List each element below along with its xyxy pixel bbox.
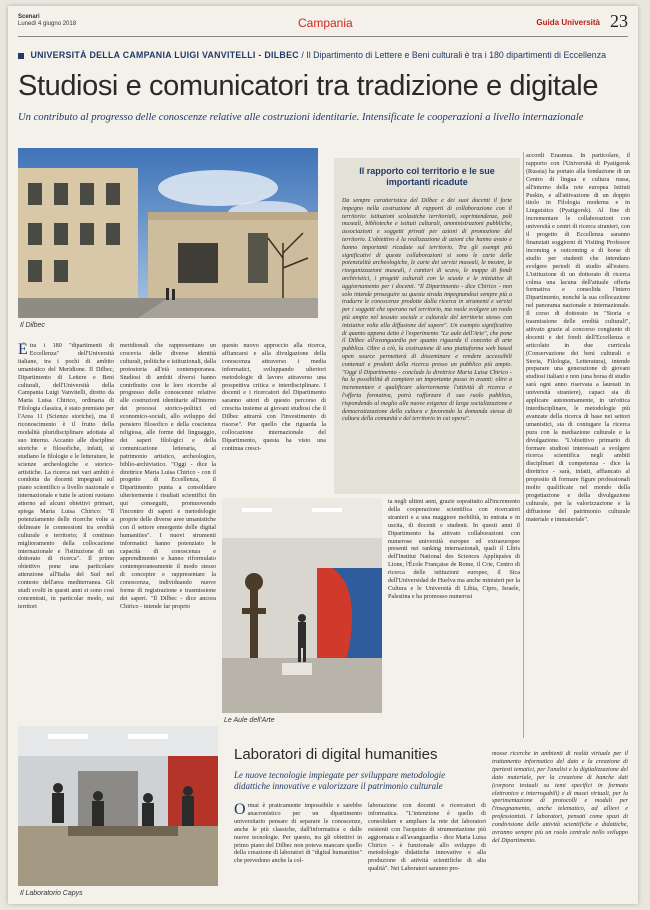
section-name: Campania (298, 16, 353, 30)
page-number: 23 (610, 11, 628, 31)
caption-photo2: Le Aule dell'Arte (224, 717, 275, 724)
kicker-rest: / Il Dipartimento di Lettere e Beni culturali è tra i 180 dipartimenti di Eccellenza (301, 50, 606, 60)
column-2: meridionali che rappresentano un crocevia delle diverse identità culturali, politiche e istituzionali, dalla protostoria all'età contemporanea. Studiosi di ambiti diversi hanno contribuito con le loro ricerche al progresso delle conoscenze relative alle costruzioni identitarie all'interno dei processi storico-politici ed economico-sociali, allo sviluppo del pensiero filosofico e della coscienza religiosa, alle forme del linguaggio, dei saperi filologici e della comunicazione letteraria, al patrimonio artistico, archeologico, biblio-archivistico. "Oggi - dice la direttrice Maria Luisa Chirico - con il progetto di Eccellenza, il Dipartimento punta a consolidare ulteriormente i risultati scientifici fin qui conseguiti, promuovendo l'incontro di saperi e metodologie proprie delle diverse aree umanistiche con il settore emergente delle digital humanities". I nuovi strumenti informatici hanno potenziato le capacità di conoscenza e apprendimento e hanno riformulato contemporaneamente il modo stesso di concepire e rappresentare la conoscenza, individuando nuove forme di registrazione e trasmissione dei saperi. "Il Dilbec - dice ancora Chirico - intende far proprio (120, 342, 216, 610)
box2-column-2: laborazione con docenti e ricercatori di informatica. "L'intenzione è quello di consolidare e ampliare la rete dei laboratori esistenti con l'acquisto di strumentazione più aggiornata e all'avanguardia - dice Maria Luisa Chirico - è funzionale allo sviluppo di metodologie didattiche innovative e alla produzione di attività scientifiche di alta qualità". Nei Laboratori saranno pro- (368, 802, 486, 873)
photo-aule-arte (222, 498, 382, 713)
box2-column-3: mosse ricerche in ambienti di realtà virtuale per il trattamento informatico del dato e la creazione di ipertesti tematici, per l'analisi e la digitalizzazione del dato materiale, per la creazione di banche dati (corpora testuali su temi specifici in formato elettronico e interrogabili) e di musei virtuali, per la sperimentazione di protocolli e moduli per l'insegnamento, anche telematico, ad allievi e professionisti. I laboratori, pensati come spazi di condivisione delle attività scientifiche e didattiche, avranno sempre più un ruolo centrale nello sviluppo del Dipartimento. (492, 750, 628, 844)
supplement-name: Guida Università (536, 18, 600, 27)
article-digital-humanities (234, 746, 628, 898)
publication-name: Scenari (18, 14, 40, 20)
caption-photo3: Il Laboratorio Capys (20, 890, 83, 897)
photo-laboratorio (18, 726, 218, 886)
box2-column-1-text: rmai è praticamente impossibile e sarebbe anacronistico per un dipartimento universitario pensare di separare le conoscenze, anche le più classiche, dall'informatica e dalle nuove tecnologie. Per questo, tra gli obiettivi in primo piano del Dilbec non poteva mancare quello della creazione di laboratori di "digital humanities" che prevedono anche la col- (234, 802, 362, 865)
box2-column-1 (234, 802, 362, 898)
column-3: questo nuovo approccio alla ricerca, affiancarsi e alla divulgazione della conoscenza attraverso i media informatici, sviluppando ulteriori metodologie di lavoro attraverso una prospettiva critica e interdisciplinare. I docenti e i ricercatori del Dipartimento saranno attori di questo percorso di crescita insieme ai giovani studiosi che il Dilbec attrarrà con l'investimento di risorse". Per quello che riguarda la collocazione internazionale del Dipartimento, questa ha visto una continua cresci- (222, 342, 326, 452)
box2-title: Laboratori di digital humanities (234, 746, 438, 763)
sidebar-body: Da sempre caratteristica del Dilbec e dei suoi docenti il forte impegno nella costruzione di rapporti di collaborazione con il territorio: istituzioni scolastiche territoriali, soprintendenze, poli museali, biblioteche e istituti culturali, amministrazioni pubbliche, associazioni e soggetti privati per azioni di promozione del territorio. L'obiettivo è la realizzazione di azioni che hanno avuto e hanno importanti ricadute sul territorio. Tra gli esempi più significativi di queste collaborazioni si sono le carte delle potenzialità archeologiche, le carte dei servizi museali, le mostre, le riorganizzazioni museali, i cantieri di scavo, le mappe di fondi archivistici, i progetti culturali con le scuole e le iniziative di aggiornamento per i docenti. "Il Dipartimento - dice Chirico - non solo intende proseguire su questa strada impegnandosi sempre più a tradurre le conoscenze prodotte dalla ricerca in strumenti e servizi per i soggetti che operano nel territorio, ma vuole svolgere un ruolo più ampio nel tessuto sociale e culturale del territorio stesso con iniziative volte alla diffusione del sapere". Un esempio significativo di quanto appena detto è l'esperimento "Le aule dell'Arte", che pone il Dilbec all'avanguardia per quanto riguarda il concetto di arte pubblica. Oltre a ciò, la costruzione di una piattaforma web based open source permetterà di disseminare e rendere accessibili contenuti e prodotti della ricerca presso un pubblico più ampio. "Oggi il Dipartimento - conclude la direttrice Maria Luisa Chirico - ha la possibilità di compiere un importante passo in avanti: oltre a incrementare e qualificare ulteriormente l'attività di ricerca e l'offerta formativa, potrà rafforzare il suo ruolo pubblico, rispondendo al meglio alle nuove esigenze di larga socializzazione e democratizzazione della cultura e favorendo la domanda stessa di cultura della comunità e del territorio in cui opera". (342, 198, 512, 423)
column-1-text: tra i 180 "dipartimenti di Eccellenza" dell'Università italiane, tra i pochi di ambito umanistico del Meridione. Il Dilbec, Dipartimento di Lettere e Beni culturali, dell'Università della Campania Luigi Vanvitelli, diretto da Maria Luisa Chirico, ordinaria di Filologia classica, è stato premiato per l'Area 11 (Scienze storiche), ma il riconoscimento è il frutto della modalità pluridisciplinare adottata al suo interno. Accanto alle discipline storiche e filosofiche, infatti, si studiano le filologie e le letterature, le scienze archeologiche e storico-artistiche. La ricerca nei vari ambiti è condotta da docenti impegnati sul piano scientifico a livello nazionale e internazionale e tutte le azioni ruotano attorno ad alcuni obiettivi primari, spiega Maria Luisa Chirico: "Il potenziamento delle ricerche volte a delineare le connessioni tra eredità culturale e territorio; il continuo miglioramento della collocazione internazionale e l'istituzione di un dottorato di ricerca". Il primo obiettivo pone una particolare attenzione all'Italia del Sud nel contesto dell'area mediterranea. Gli studi svolti in questi anni si sono così concentrati, in particolar modo, sui territori (18, 342, 114, 610)
sidebar-box (334, 158, 520, 494)
box2-subtitle: Le nuove tecnologie impiegate per sviluppare metodologie didattiche innovative e valorizzare il patrimonio culturale (234, 770, 446, 791)
subhead: Un contributo al progresso delle conoscenze relative alle costruzioni identitarie. Intensificate le cooperazioni a livello internazionale (18, 112, 584, 123)
divider (523, 152, 524, 738)
headline: Studiosi e comunicatori tra tradizione e digitale (18, 70, 599, 102)
publication-date: Lunedì 4 giugno 2018 (18, 21, 77, 27)
kicker (18, 50, 630, 60)
masthead-publication (18, 14, 76, 28)
dropcap: È (18, 342, 28, 358)
photo-dilbec-building (18, 148, 318, 318)
kicker-square-icon (18, 53, 24, 59)
column-4: ta negli ultimi anni, grazie soprattutto all'incremento della cooperazione scientifica con ricercatori stranieri e a una maggiore mobilità, in entrata e in uscita, di docenti e studenti. In questi anni il Dipartimento ha attivato collaborazioni con numerose università europee ed extraeuropee presenti nei ranking internazionali, quali il Lliris dell'Institut National des Sciences Appliquées di Lione, l'École Française de Rome, il Crie, Centro di ricerca delle istituzioni europee, il Sica dell'Universidad de Huelva ma anche ministeri per la Cultura e le Università di Libia, Cipro, Israele, Palestina e ha promosso numerosi (388, 498, 520, 600)
box2-dropcap: O (234, 802, 246, 818)
column-right: accordi Erasmus. In particolare, il rapporto con l'Università di Pyatigorsk (Russia) ha portato alla fondazione di un Centro di lingua e cultura russa, all'interno della rete europea Istituti Puskin, e all'attivazione di un doppio titolo in Filologia moderna e in Linguistics (Pyatigorsk). Al fine di incrementare le collaborazioni con università e centri di ricerca stranieri, con il progetto di Eccellenza saranno finanziati soggiorni di Visiting Professor incoming e outcoming e di borse di studio per studenti che intendano svolgere periodi di studio all'estero. L'istituzione di un dottorato di ricerca colma una lacuna dell'attuale offerta formativa e consolida l'intero Dipartimento, nonché la sua collocazione nel panorama nazionale e internazionale. Il corso di dottorato in "Storia e trasmissione delle eredità culturali", attivato grazie al concorso congiunto di docenti e dei fondi dell'Eccellenza e articolato in due curricula (Conservazione dei beni culturali e Storia, Filologia, Letteratura), intende preparare una generazione di giovani studiosi italiani e non (una borsa di studio sarà ogni anno riservata a laureati in università straniere), capaci sia di applicare autonomamente, in un'ottica interdisciplinare, le metodologie più avanzate della ricerca di base nei settori umanistici, sia di coniugare la ricerca pura con la mediazione culturale e la divulgazione. "L'obiettivo primario di formare studiosi interessati a svolgere ricerca scientifica negli ambiti disciplinari di competenza - dice la direttrice - sarà, infatti, affiancato al proposito di formare figure professionali molto qualificate nel mondo della progettazione e della divulgazione culturale, per la valorizzazione e la diffusione del patrimonio culturale materiale e immateriale". (526, 152, 630, 523)
masthead (18, 12, 628, 37)
kicker-university: UNIVERSITÀ DELLA CAMPANIA LUIGI VANVITELLI - DILBEC (30, 50, 299, 60)
sidebar-title: Il rapporto col territorio e le sue importanti ricadute (359, 166, 495, 187)
column-1 (18, 342, 114, 738)
newspaper-page (8, 6, 638, 904)
caption-photo1: Il Dilbec (20, 322, 45, 329)
